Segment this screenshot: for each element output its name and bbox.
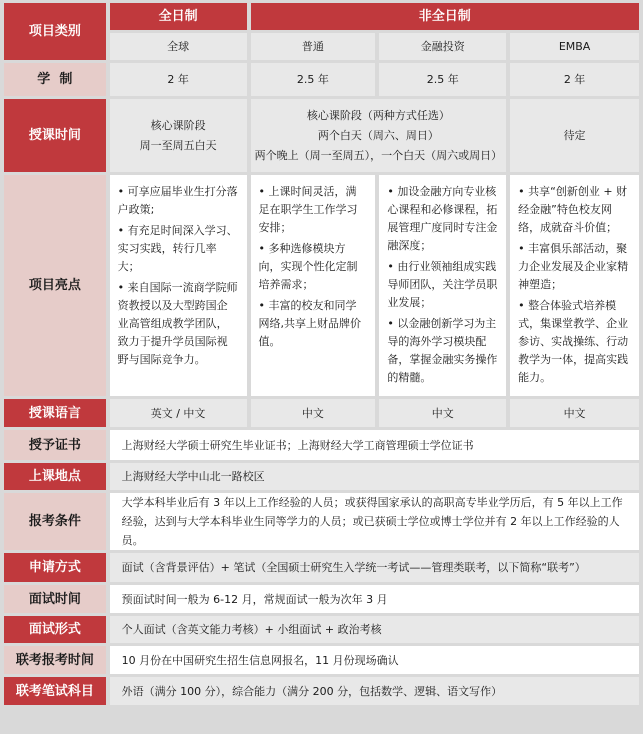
highlight-item: • 由行业领袖组成实践导师团队，关注学员职业发展； [387,260,498,309]
highlights-emba [510,175,639,396]
program-finance: 金融投资 [379,33,506,60]
language-finance: 中文 [379,399,506,427]
duration-global: 2 年 [110,63,247,96]
exam-subjects-label: 联考笔试科目 [4,677,106,705]
duration-label: 学 制 [4,63,106,96]
schedule-parttime-line3: 两个晚上（周一至周五），一个白天（周六或周日） [254,148,503,162]
language-emba: 中文 [510,399,639,427]
application-value: 面试（含背景评估）+ 笔试（全国硕士研究生入学统一考试——管理类联考，以下简称“联考”） [110,553,639,582]
highlight-item: • 整合体验式培养模式，集课堂教学、企业参访、实战操练、行动教学为一体，提高实践能力。 [518,299,629,384]
schedule-label: 授课时间 [4,99,106,172]
schedule-emba: 待定 [510,99,639,172]
program-global: 全球 [110,33,247,60]
duration-emba: 2 年 [510,63,639,96]
schedule-global-line1: 核心课阶段 [150,118,206,132]
interview-time-label: 面试时间 [4,585,106,613]
schedule-parttime [251,99,507,172]
exam-subjects-value: 外语（满分 100 分），综合能力（满分 200 分，包括数学、逻辑、语文写作） [110,677,639,705]
schedule-parttime-line1: 核心课阶段（两种方式任选） [306,108,450,122]
schedule-global [110,99,247,172]
highlight-item: • 多种选修模块方向，实现个性化定制培养需求； [258,242,358,291]
requirements-label: 报考条件 [4,493,106,550]
highlight-item: • 来自国际一流商学院师资教授以及大型跨国企业高管组成教学团队，致力于提升学员国际视野与国际竞争力。 [117,281,238,366]
interview-format-value: 个人面试（含英文能力考核）+ 小组面试 + 政治考核 [110,616,639,643]
language-label: 授课语言 [4,399,106,427]
exam-registration-value: 10 月份在中国研究生招生信息网报名，11 月份现场确认 [110,646,639,674]
application-label: 申请方式 [4,553,106,582]
language-normal: 中文 [251,399,376,427]
schedule-global-line2: 周一至周五白天 [139,138,217,152]
interview-format-label: 面试形式 [4,616,106,643]
duration-finance: 2.5 年 [379,63,506,96]
highlight-item: • 上课时间灵活，满足在职学生工作学习安排； [258,185,358,234]
location-value: 上海财经大学中山北一路校区 [110,463,639,490]
highlight-item: • 丰富俱乐部活动，聚力企业发展及企业家精神塑造； [518,242,629,291]
requirements-value: 大学本科毕业后有 3 年以上工作经验的人员；或获得国家承认的高职高专毕业学历后，有 5 年以上工作经验，达到与大学本科毕业生同等学力的人员；或已获硕士学位或博士学位并有 2 年以上工作经验的人员。 [110,493,639,550]
parttime-header: 非全日制 [251,3,639,30]
interview-time-value: 预面试时间一般为 6-12 月，常规面试一般为次年 3 月 [110,585,639,613]
highlight-item: • 有充足时间深入学习、实习实践，转行几率大； [117,224,238,273]
category-header: 项目类别 [4,3,106,60]
highlights-global [110,175,247,396]
highlights-normal [251,175,376,396]
exam-registration-label: 联考报考时间 [4,646,106,674]
schedule-parttime-line2: 两个白天（周六、周日） [317,128,439,142]
duration-normal: 2.5 年 [251,63,376,96]
certificate-label: 授予证书 [4,430,106,460]
highlight-item: • 丰富的校友和同学网络,共享上财品牌价值。 [258,299,362,348]
fulltime-header: 全日制 [110,3,247,30]
location-label: 上课地点 [4,463,106,490]
highlight-item: • 可享应届毕业生打分落户政策; [117,185,238,216]
highlight-item: • 加设金融方向专业核心课程和必修课程，拓展管理广度同时专注金融深度； [387,185,498,252]
language-global: 英文 / 中文 [110,399,247,427]
program-normal: 普通 [251,33,376,60]
highlight-item: • 以金融创新学习为主导的海外学习模块配备，掌握金融实务操作的精髓。 [387,317,498,384]
highlights-label: 项目亮点 [4,175,106,396]
highlights-finance [379,175,506,396]
program-emba: EMBA [510,33,639,60]
certificate-value: 上海财经大学硕士研究生毕业证书；上海财经大学工商管理硕士学位证书 [110,430,639,460]
highlight-item: • 共享“创新创业 + 财经金融”特色校友网络，成就奋斗价值； [518,185,628,234]
